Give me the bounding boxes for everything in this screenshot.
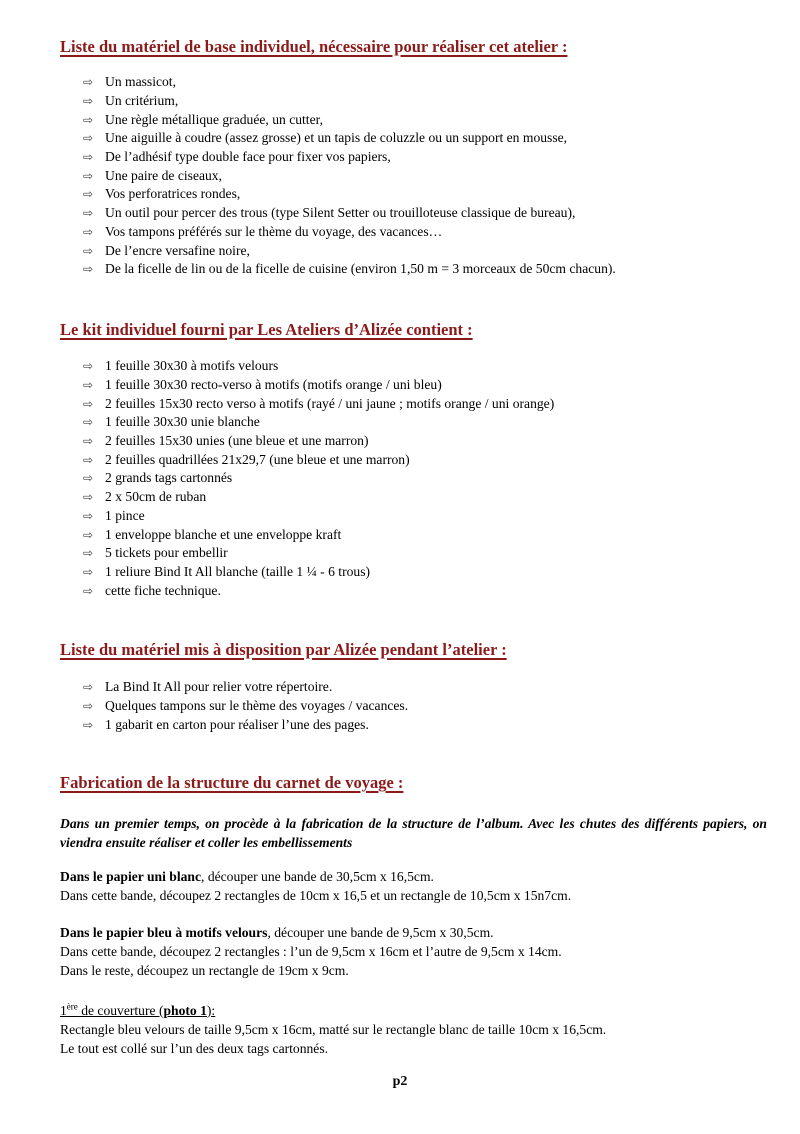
right-arrow-icon: ⇨ bbox=[83, 490, 94, 505]
list-item-text: 1 reliure Bind It All blanche (taille 1 ¼ - 6 trous) bbox=[105, 563, 371, 579]
provided-list bbox=[83, 678, 408, 734]
list-item bbox=[83, 525, 554, 544]
right-arrow-icon: ⇨ bbox=[83, 452, 94, 467]
right-arrow-icon: ⇨ bbox=[83, 262, 94, 277]
list-item-text: 5 tickets pour embellir bbox=[105, 545, 228, 561]
right-arrow-icon: ⇨ bbox=[83, 94, 94, 109]
right-arrow-icon: ⇨ bbox=[83, 168, 94, 183]
list-item-text: Vos tampons préférés sur le thème du voyage, des vacances… bbox=[105, 223, 443, 239]
list-item bbox=[83, 432, 554, 451]
right-arrow-icon: ⇨ bbox=[83, 564, 94, 579]
right-arrow-icon: ⇨ bbox=[83, 527, 94, 542]
list-item bbox=[83, 166, 616, 185]
right-arrow-icon: ⇨ bbox=[83, 583, 94, 598]
list-item-text: Un outil pour percer des trous (type Silent Setter ou trouilloteuse classique de bureau), bbox=[105, 205, 576, 221]
list-item bbox=[83, 697, 408, 716]
right-arrow-icon: ⇨ bbox=[83, 508, 94, 523]
list-item-text: cette fiche technique. bbox=[105, 582, 221, 598]
list-item bbox=[83, 376, 554, 395]
kit-list bbox=[83, 357, 554, 600]
white-paper-instructions bbox=[60, 867, 571, 905]
cover-assembly: Le tout est collé sur l’un des deux tags cartonnés. bbox=[60, 1040, 329, 1056]
list-item-text: Une aiguille à coudre (assez grosse) et un tapis de coluzzle ou un support en mousse, bbox=[105, 130, 568, 146]
right-arrow-icon: ⇨ bbox=[83, 224, 94, 239]
list-item bbox=[83, 357, 554, 376]
blue-paper-instructions bbox=[60, 923, 562, 980]
list-item-text: De la ficelle de lin ou de la ficelle de cuisine (environ 1,50 m = 3 morceaux de 50cm chacun). bbox=[105, 261, 616, 277]
right-arrow-icon: ⇨ bbox=[83, 187, 94, 202]
page-number: p2 bbox=[392, 1074, 408, 1089]
right-arrow-icon: ⇨ bbox=[83, 680, 94, 695]
list-item-text: 2 feuilles quadrillées 21x29,7 (une bleue et une marron) bbox=[105, 451, 410, 467]
list-item-text: 1 feuille 30x30 unie blanche bbox=[105, 414, 260, 430]
list-item bbox=[83, 544, 554, 563]
list-item bbox=[83, 450, 554, 469]
section-heading-materials: Liste du matériel de base individuel, nécessaire pour réaliser cet atelier : bbox=[60, 37, 568, 56]
list-item bbox=[83, 129, 616, 148]
right-arrow-icon: ⇨ bbox=[83, 434, 94, 449]
fabrication-intro: Dans un premier temps, on procède à la fabrication de la structure de l’album. Avec les chutes des différents papiers, on viendra ensuite réaliser et coller les embellissements bbox=[60, 816, 767, 850]
cover-title: 1ère de couverture (photo 1): bbox=[60, 1001, 216, 1018]
list-item-text: Quelques tampons sur le thème des voyages / vacances. bbox=[105, 698, 409, 714]
list-item bbox=[83, 204, 616, 223]
section-heading-kit: Le kit individuel fourni par Les Ateliers d’Alizée contient : bbox=[60, 320, 473, 339]
right-arrow-icon: ⇨ bbox=[83, 699, 94, 714]
list-item-text: 1 feuille 30x30 à motifs velours bbox=[105, 358, 279, 374]
list-item-text: 2 feuilles 15x30 recto verso à motifs (rayé / uni jaune ; motifs orange / uni orange) bbox=[105, 395, 555, 411]
list-item bbox=[83, 507, 554, 526]
cover-detail: Rectangle bleu velours de taille 9,5cm x 16cm, matté sur le rectangle blanc de taille 10cm x 16,5cm. bbox=[60, 1021, 607, 1037]
list-item-text: 2 grands tags cartonnés bbox=[105, 470, 233, 486]
list-item bbox=[83, 223, 616, 242]
list-item bbox=[83, 469, 554, 488]
list-item bbox=[83, 678, 408, 697]
white-paper-label: Dans le papier uni blanc bbox=[60, 869, 202, 884]
list-item-text: 2 feuilles 15x30 unies (une bleue et une marron) bbox=[105, 433, 369, 449]
list-item bbox=[83, 581, 554, 600]
list-item bbox=[83, 92, 616, 111]
cover-instructions bbox=[60, 997, 606, 1058]
list-item bbox=[83, 73, 616, 92]
list-item-text: 1 feuille 30x30 recto-verso à motifs (motifs orange / uni bleu) bbox=[105, 377, 442, 393]
list-item-text: 2 x 50cm de ruban bbox=[105, 489, 207, 505]
list-item bbox=[83, 715, 408, 734]
list-item bbox=[83, 563, 554, 582]
materials-list bbox=[83, 73, 616, 279]
right-arrow-icon: ⇨ bbox=[83, 396, 94, 411]
section-heading-fabrication: Fabrication de la structure du carnet de voyage : bbox=[60, 773, 404, 792]
list-item-text: 1 enveloppe blanche et une enveloppe kraft bbox=[105, 526, 342, 542]
right-arrow-icon: ⇨ bbox=[83, 378, 94, 393]
blue-paper-cut: , découper une bande de 9,5cm x 30,5cm. bbox=[267, 925, 494, 940]
blue-paper-detail: Dans cette bande, découpez 2 rectangles : l’un de 9,5cm x 16cm et l’autre de 9,5cm x 14cm. bbox=[60, 944, 562, 959]
right-arrow-icon: ⇨ bbox=[83, 131, 94, 146]
list-item bbox=[83, 394, 554, 413]
list-item bbox=[83, 413, 554, 432]
list-item bbox=[83, 260, 616, 279]
right-arrow-icon: ⇨ bbox=[83, 112, 94, 127]
right-arrow-icon: ⇨ bbox=[83, 206, 94, 221]
blue-paper-remainder: Dans le reste, découpez un rectangle de 19cm x 9cm. bbox=[60, 963, 349, 978]
right-arrow-icon: ⇨ bbox=[83, 75, 94, 90]
list-item bbox=[83, 185, 616, 204]
list-item-text: De l’encre versafine noire, bbox=[105, 242, 250, 258]
right-arrow-icon: ⇨ bbox=[83, 546, 94, 561]
list-item-text: Une paire de ciseaux, bbox=[105, 167, 223, 183]
list-item-text: Vos perforatrices rondes, bbox=[105, 186, 241, 202]
list-item-text: 1 pince bbox=[105, 507, 145, 523]
list-item-text: Un massicot, bbox=[105, 74, 176, 90]
list-item-text: 1 gabarit en carton pour réaliser l’une des pages. bbox=[105, 716, 369, 732]
right-arrow-icon: ⇨ bbox=[83, 243, 94, 258]
list-item-text: Une règle métallique graduée, un cutter, bbox=[105, 111, 323, 127]
right-arrow-icon: ⇨ bbox=[83, 415, 94, 430]
right-arrow-icon: ⇨ bbox=[83, 717, 94, 732]
blue-paper-label: Dans le papier bleu à motifs velours bbox=[60, 925, 268, 940]
list-item-text: La Bind It All pour relier votre répertoire. bbox=[105, 679, 333, 695]
white-paper-detail: Dans cette bande, découpez 2 rectangles de 10cm x 16,5 et un rectangle de 10,5cm x 15n7cm. bbox=[60, 888, 572, 903]
white-paper-cut: , découper une bande de 30,5cm x 16,5cm. bbox=[201, 869, 434, 884]
right-arrow-icon: ⇨ bbox=[83, 150, 94, 165]
right-arrow-icon: ⇨ bbox=[83, 471, 94, 486]
list-item-text: Un critérium, bbox=[105, 93, 179, 109]
right-arrow-icon: ⇨ bbox=[83, 359, 94, 374]
list-item bbox=[83, 148, 616, 167]
list-item bbox=[83, 110, 616, 129]
list-item bbox=[83, 241, 616, 260]
list-item bbox=[83, 488, 554, 507]
list-item-text: De l’adhésif type double face pour fixer vos papiers, bbox=[105, 149, 391, 165]
section-heading-provided: Liste du matériel mis à disposition par Alizée pendant l’atelier : bbox=[60, 640, 507, 659]
